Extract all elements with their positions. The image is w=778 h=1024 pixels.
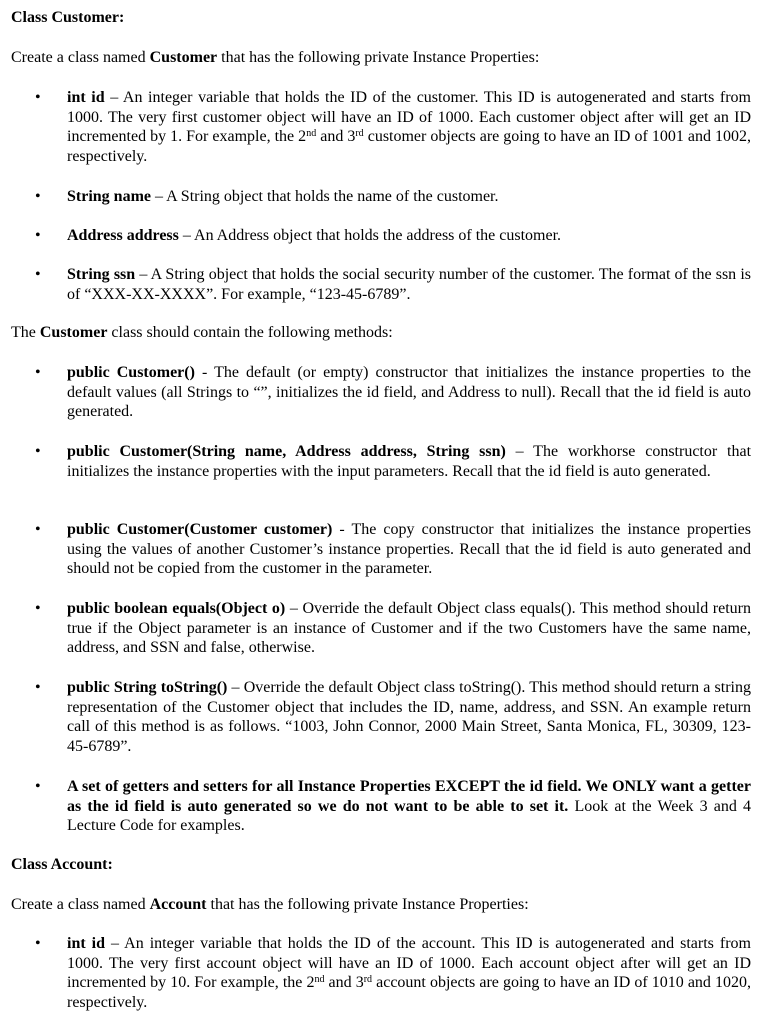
method-equals: public boolean equals(Object o) – Override the default Object class equals(). This method should return true if the Object parameter is an instance of Customer and if the two Customers have the same name, address, and SSN and false, otherwise. <box>67 600 751 656</box>
bullet-icon: • <box>35 227 41 244</box>
bullet-icon: • <box>35 89 41 106</box>
bullet-icon: • <box>35 600 41 617</box>
list-item <box>11 777 751 836</box>
bullet-icon: • <box>35 188 41 205</box>
bullet-icon: • <box>35 443 41 460</box>
account-heading: Class Account: <box>11 856 113 873</box>
method-workhorse-constructor: public Customer(String name, Address address, String ssn) – The workhorse constructor that initializes the instance properties with the input parameters. Recall that the id field is auto generated. <box>67 443 752 480</box>
list-item <box>11 520 751 579</box>
list-item <box>11 187 751 207</box>
list-item <box>11 599 751 658</box>
method-copy-constructor: public Customer(Customer customer) - The copy constructor that initializes the instance properties using the values of another Customer’s instance properties. Recall that the id field is auto generated and should not be copied from the customer in the parameter. <box>67 521 752 577</box>
account-property-id: int id – An integer variable that holds the ID of the account. This ID is autogenerated and starts from 1000. The very first account object will have an ID of 1000. Each account object after will get an ID incremented by 10. For example, the 2nd and 3rd account objects are going to have an ID of 1010 and 1020, respectively. <box>67 935 752 1011</box>
customer-heading: Class Customer: <box>11 9 125 26</box>
property-ssn: String ssn – A String object that holds the social security number of the customer. The format of the ssn is of “XXX-XX-XXXX”. For example, “123-45-6789”. <box>67 266 751 303</box>
list-item <box>11 88 751 166</box>
bullet-icon: • <box>35 521 41 538</box>
list-item <box>11 226 751 246</box>
bullet-icon: • <box>35 778 41 795</box>
list-item <box>11 363 751 422</box>
method-tostring: public String toString() – Override the default Object class toString(). This method should return a string representation of the Customer object that includes the ID, name, address, and SSN. An example return call of this method is as follows. “1003, John Connor, 2000 Main Street, Santa Monica, FL, 30309, 123-45-6789”. <box>67 679 752 755</box>
bullet-icon: • <box>35 364 41 381</box>
property-id: int id – An integer variable that holds the ID of the customer. This ID is autogenerated and starts from 1000. The very first customer object will have an ID of 1000. Each customer object after will get an ID incremented by 1. For example, the 2nd and 3rd customer objects are going to have an ID of 1001 and 1002, respectively. <box>67 89 752 165</box>
bullet-icon: • <box>35 679 41 696</box>
bullet-icon: • <box>35 935 41 952</box>
method-getters-setters: A set of getters and setters for all Instance Properties EXCEPT the id field. We ONLY want a getter as the id field is auto generated so we do not want to be able to set it. Look at the Week 3 and 4 Lecture Code for examples. <box>67 778 751 834</box>
property-address: Address address – An Address object that holds the address of the customer. <box>67 227 562 244</box>
method-default-constructor: public Customer() - The default (or empty) constructor that initializes the instance properties to the default values (all Strings to “”, initializes the id field, and Address to null). Recall that the id field is auto generated. <box>67 364 751 420</box>
property-name: String name – A String object that holds the name of the customer. <box>67 188 499 205</box>
list-item <box>11 678 751 756</box>
account-intro: Create a class named Account that has the following private Instance Properties: <box>11 896 529 913</box>
list-item <box>11 265 751 304</box>
methods-intro: The Customer class should contain the following methods: <box>11 324 393 341</box>
customer-intro: Create a class named Customer that has the following private Instance Properties: <box>11 49 540 66</box>
bullet-icon: • <box>35 266 41 283</box>
list-item <box>11 934 751 1012</box>
list-item <box>11 442 751 481</box>
